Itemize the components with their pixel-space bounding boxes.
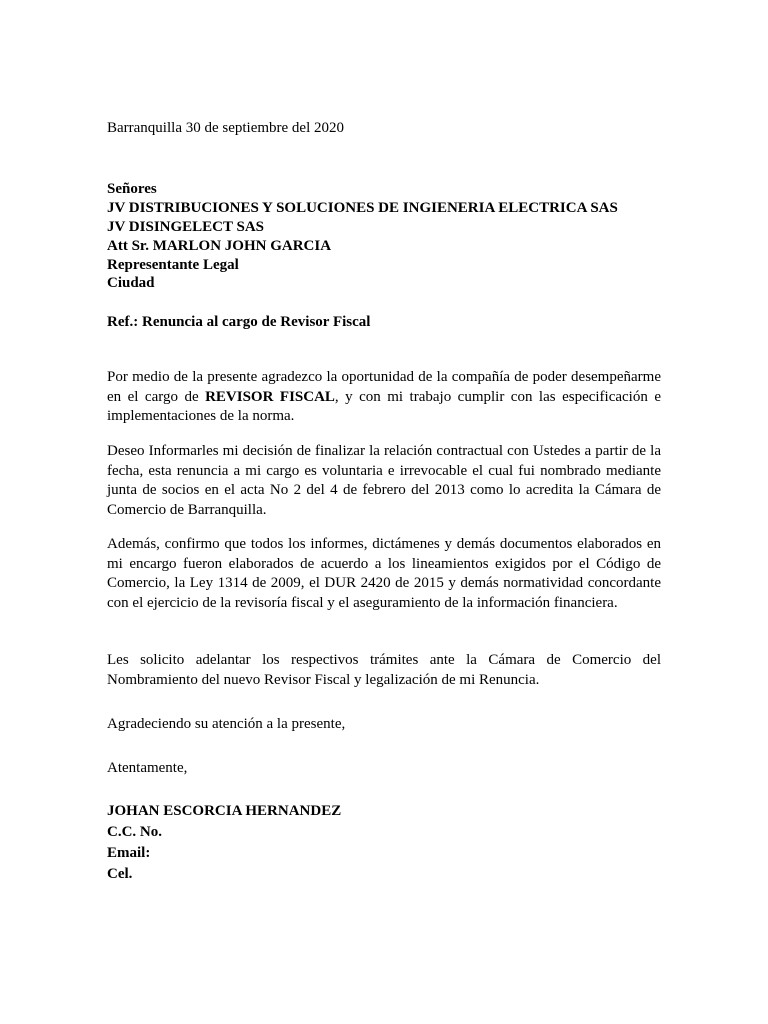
thanks-line: Agradeciendo su atención a la presente, <box>107 716 346 732</box>
signature-id: C.C. No. <box>107 824 162 840</box>
reference-line: Ref.: Renuncia al cargo de Revisor Fiscal <box>107 314 371 330</box>
signature-name: JOHAN ESCORCIA HERNANDEZ <box>107 803 342 819</box>
place-date: Barranquilla 30 de septiembre del 2020 <box>107 120 345 136</box>
addressee-role: Representante Legal <box>107 257 239 273</box>
paragraph-resignation: Deseo Informarles mi decisión de finalizar la relación contractual con Ustedes a partir de la fecha, esta renuncia a mi cargo es voluntaria e irrevocable el cual fui nombrado mediante junta de socios en el acta No 2 del 4 de febrero del 2013 como lo acredita la Cámara de Comercio de Barranquilla. <box>107 443 661 518</box>
paragraph-gratitude-emphasis: REVISOR FISCAL <box>205 388 335 405</box>
paragraph-gratitude <box>107 368 661 427</box>
addressee-company-short: JV DISINGELECT SAS <box>107 219 265 235</box>
paragraph-gratitude-after: , y con mi trabajo cumplir con las especificación e implementaciones de la norma. <box>107 388 661 424</box>
paragraph-request: Les solicito adelantar los respectivos trámites ante la Cámara de Comercio del Nombramiento del nuevo Revisor Fiscal y legalización de mi Renuncia. <box>107 652 661 688</box>
paragraph-gratitude-before: Por medio de la presente agradezco la oportunidad de la compañía de poder desempeñarme en el cargo de <box>107 369 661 405</box>
addressee-company: JV DISTRIBUCIONES Y SOLUCIONES DE INGIENERIA ELECTRICA SAS <box>107 200 618 216</box>
addressee-attention: Att Sr. MARLON JOHN GARCIA <box>107 238 332 254</box>
addressee-city: Ciudad <box>107 275 155 291</box>
addressee-salutation: Señores <box>107 181 157 197</box>
closing-line: Atentamente, <box>107 760 188 776</box>
paragraph-confirmation: Además, confirmo que todos los informes, dictámenes y demás documentos elaborados en mi encargo fueron elaborados de acuerdo a los lineamientos exigidos por el Código de Comercio, la Ley 1314 de 2009, el DUR 2420 de 2015 y demás normatividad concordante con el ejercicio de la revisoría fiscal y el aseguramiento de la información financiera. <box>107 536 661 611</box>
signature-cel: Cel. <box>107 866 133 882</box>
signature-email: Email: <box>107 845 151 861</box>
